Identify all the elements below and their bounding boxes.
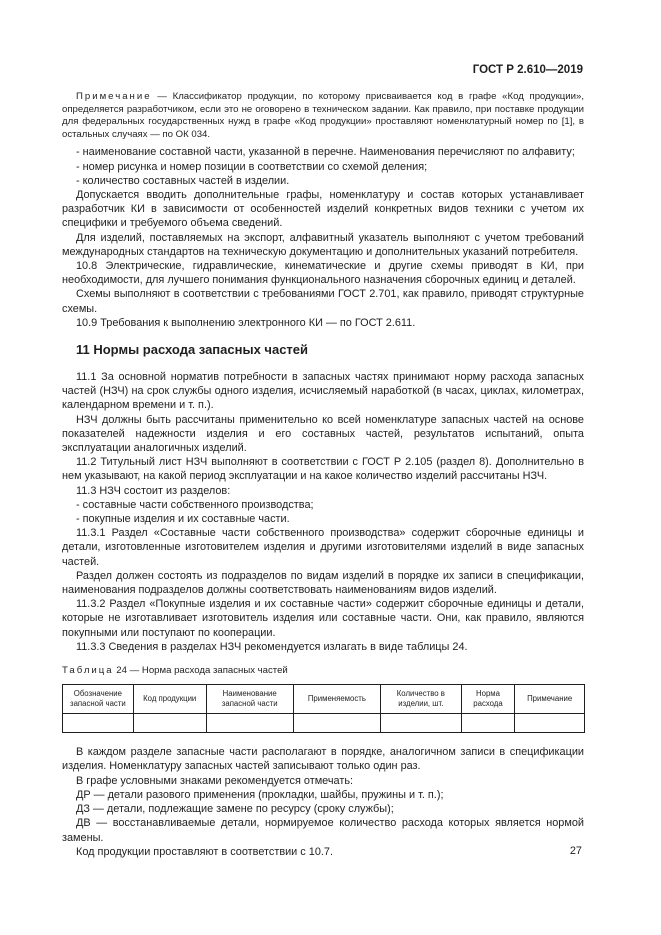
paragraph: НЗЧ должны быть рассчитаны применительно ко всей номенклатуре запасных частей на основе показателей надежности изделия и его составных частей, результатов испытаний, опыта эксплуатации аналогичных изделий. (62, 413, 584, 455)
table-cell (206, 714, 293, 733)
table-caption (62, 664, 584, 678)
page-content (62, 91, 584, 859)
list-item: - составные части собственного производства; (76, 498, 314, 511)
column-header: Код продукции (133, 685, 206, 714)
note-prefix: Примечание (76, 91, 152, 102)
list-item: - количество составных частей в изделии. (76, 174, 290, 187)
table-row (63, 714, 585, 733)
document-id-header: ГОСТ Р 2.610—2019 (472, 64, 583, 76)
paragraph: 11.3.2 Раздел «Покупные изделия и их составные части» содержит сборочные единицы и детали, которые не изготавливает изготовитель изделия или составные части. Они, как правило, являются покупными или поступают по кооперации. (62, 598, 584, 639)
table-cell (293, 714, 380, 733)
list-item: - номер рисунка и номер позиции в соответствии со схемой деления; (76, 160, 428, 173)
spare-parts-table (62, 684, 585, 733)
paragraph: ДВ — восстанавливаемые детали, нормируемое количество расхода которых является нормой замены. (62, 817, 584, 844)
paragraph: 11.3 НЗЧ состоит из разделов: (76, 484, 231, 497)
table-caption-text: 24 — Норма расхода запасных частей (113, 665, 288, 677)
table-header-row (63, 685, 585, 714)
list-item: - покупные изделия и их составные части. (76, 513, 290, 526)
paragraph: ДР — детали разового применения (прокладки, шайбы, пружины и т. п.); (76, 788, 444, 801)
column-header: Наименование запасной части (206, 685, 293, 714)
note-text: — Классификатор продукции, по которому присваивается код в графе «Код продукции», определяется разработчиком, если это не оговорено в техническом задании. Как правило, при поставке продукции для федеральных государственных нужд в графе «Код продукции» проставляют номенклатурный номер по [1], в остальных случаях — по ОК 034. (62, 91, 584, 140)
paragraph: 11.1 За основной норматив потребности в запасных частях принимают норму расхода запасных частей (НЗЧ) на срок службы одного изделия, исчисляемый наработкой (в часах, циклах, километрах, календарном времени и т. п.). (62, 371, 584, 412)
list-item: - наименование составной части, указанной в перечне. Наименования перечисляют по алфавиту; (76, 146, 575, 159)
column-header: Норма расхода (461, 685, 515, 714)
column-header: Применяемость (293, 685, 380, 714)
table-cell (381, 714, 462, 733)
table-cell (461, 714, 515, 733)
column-header: Количество в изделии, шт. (381, 685, 462, 714)
paragraph: В каждом разделе запасные части располагают в порядке, аналогичном записи в спецификации изделия. Номенклатуру запасных частей записывают только один раз. (62, 746, 584, 773)
paragraph: 10.9 Требования к выполнению электронного КИ — по ГОСТ 2.611. (76, 316, 416, 329)
table-cell (63, 714, 134, 733)
column-header: Примечание (515, 685, 585, 714)
paragraph: Код продукции проставляют в соответствии с 10.7. (76, 845, 333, 858)
paragraph: ДЗ — детали, подлежащие замене по ресурсу (сроку службы); (76, 803, 394, 816)
section-heading: 11 Нормы расхода запасных частей (76, 342, 309, 358)
paragraph: 11.2 Титульный лист НЗЧ выполняют в соответствии с ГОСТ Р 2.105 (раздел 8). Дополнительно в нем указывают, на какой период эксплуатации и на какое количество изделий рассчитаны НЗЧ. (62, 456, 584, 483)
paragraph: Допускается вводить дополнительные графы, номенклатуру и состав которых устанавливает разработчик КИ в зависимости от особенностей изделий конкретных видов техники с учетом их специфики и требуемого объема сведений. (62, 188, 584, 230)
paragraph: Схемы выполняют в соответствии с требованиями ГОСТ 2.701, как правило, приводят структурные схемы. (62, 288, 584, 315)
table-cell (515, 714, 585, 733)
paragraph: В графе условными знаками рекомендуется отмечать: (76, 774, 354, 787)
table-cell (133, 714, 206, 733)
paragraph: 10.8 Электрические, гидравлические, кинематические и другие схемы приводят в КИ, при необходимости, для лучшего понимания функционального назначения сборочных единиц и деталей. (62, 260, 584, 287)
column-header: Обозначение запасной части (63, 685, 134, 714)
page-number: 27 (569, 845, 582, 857)
paragraph: Для изделий, поставляемых на экспорт, алфавитный указатель выполняют с учетом требований международных стандартов на техническую документацию и дополнительных указаний потребителя. (62, 231, 584, 258)
note-paragraph (62, 91, 584, 141)
paragraph: Раздел должен состоять из подразделов по видам изделий в порядке их записи в спецификации, наименования подразделов должны соответствовать наименованиям видов изделий. (62, 569, 584, 597)
paragraph: 11.3.1 Раздел «Составные части собственного производства» содержит сборочные единицы и детали, изготовленные изготовителем изделия и другими изготовителями изделий в виде запасных частей. (62, 527, 584, 568)
paragraph: 11.3.3 Сведения в разделах НЗЧ рекомендуется излагать в виде таблицы 24. (76, 640, 468, 653)
table-caption-prefix: Таблица (62, 665, 114, 677)
